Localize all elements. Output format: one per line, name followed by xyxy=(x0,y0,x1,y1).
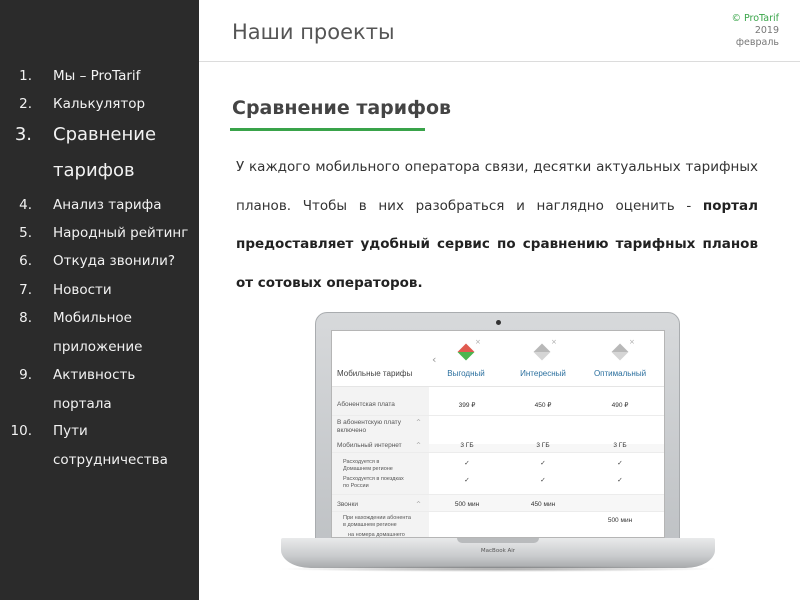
calls-value: 500 мин xyxy=(454,501,480,508)
sidebar-item-number: 7. xyxy=(19,282,32,298)
russia-trips-usage-label: Расходуется в поездках по России xyxy=(343,476,404,489)
description-plain: У каждого мобильного оператора связи, десятки актуальных тарифных планов. Чтобы в них разобраться и наглядно оценить - xyxy=(236,159,758,214)
calls-label: Звонки xyxy=(337,501,358,508)
sidebar-item-number: 5. xyxy=(19,225,32,241)
internet-label: Мобильный интернет xyxy=(337,442,402,449)
sidebar-item-label: Анализ тарифа xyxy=(53,197,162,213)
chevron-up-icon[interactable]: ^ xyxy=(416,419,422,426)
row-divider xyxy=(332,452,665,453)
included-label: В абонентскую плату включено xyxy=(337,419,401,434)
plan-name[interactable]: Выгодный xyxy=(447,369,485,378)
sidebar-item-label-line2: тарифов xyxy=(53,160,135,181)
sidebar-item-number: 6. xyxy=(19,253,32,269)
screen-header-row xyxy=(332,331,665,387)
laptop-notch xyxy=(457,538,539,543)
sidebar-item-label-line2: портала xyxy=(53,396,112,412)
sidebar-item-number: 10. xyxy=(10,423,32,439)
laptop-screen xyxy=(331,330,665,538)
sidebar-item-label: Откуда звонили? xyxy=(53,253,176,269)
brand-month: февраль xyxy=(735,37,779,48)
brand-block xyxy=(731,13,779,49)
internet-value: 3 ГБ xyxy=(460,442,474,449)
sidebar-item-label: Мы – ProTarif xyxy=(53,68,141,84)
close-icon[interactable]: × xyxy=(551,338,557,346)
fee-value: 450 ₽ xyxy=(534,402,552,409)
sidebar-item-label-line2: сотрудничества xyxy=(53,452,168,468)
sidebar-item-label: Народный рейтинг xyxy=(53,225,189,241)
fee-value: 490 ₽ xyxy=(611,402,629,409)
plan-name[interactable]: Интересный xyxy=(520,369,566,378)
chevron-up-icon[interactable]: ^ xyxy=(416,501,422,508)
internet-value: 3 ГБ xyxy=(536,442,550,449)
sidebar-item-number: 1. xyxy=(19,68,32,84)
sidebar xyxy=(0,0,199,600)
row-divider xyxy=(332,494,665,495)
sidebar-item-number: 3. xyxy=(14,124,32,145)
fee-value: 399 ₽ xyxy=(458,402,476,409)
laptop-shadow xyxy=(277,566,719,572)
home-numbers-label: на номера домашнего xyxy=(348,532,405,538)
internet-value: 3 ГБ xyxy=(613,442,627,449)
header-divider xyxy=(199,61,800,62)
sidebar-item-number: 8. xyxy=(19,310,32,326)
sidebar-item-number: 2. xyxy=(19,96,32,112)
sidebar-item-label: Новости xyxy=(53,282,112,298)
plan-name[interactable]: Оптимальный xyxy=(593,369,647,378)
row-divider xyxy=(332,511,665,512)
home-region-calls-value: 500 мин xyxy=(607,517,633,524)
sidebar-item-number: 4. xyxy=(19,197,32,213)
checkmark-icon: ✓ xyxy=(617,460,623,467)
description-paragraph xyxy=(236,148,758,302)
sidebar-item-label: Сравнение xyxy=(53,124,157,145)
brand-year: 2019 xyxy=(754,25,779,36)
row-divider xyxy=(332,415,665,416)
sidebar-item-number: 9. xyxy=(19,367,32,383)
home-region-usage-label: Расходуется в Домашнем регионе xyxy=(343,459,393,472)
checkmark-icon: ✓ xyxy=(464,477,470,484)
section-title: Сравнение тарифов xyxy=(232,97,452,119)
sidebar-item-label-line2: приложение xyxy=(53,339,143,355)
checkmark-icon: ✓ xyxy=(617,477,623,484)
close-icon[interactable]: × xyxy=(475,338,481,346)
section-underline xyxy=(230,128,425,131)
checkmark-icon: ✓ xyxy=(540,477,546,484)
home-region-calls-label: При нахождении абонента в домашнем регионе xyxy=(343,515,411,528)
description-bold: портал предоставляет удобный сервис по сравнению тарифных планов от сотовых операторов. xyxy=(236,197,758,291)
close-icon[interactable]: × xyxy=(629,338,635,346)
sidebar-item-label: Калькулятор xyxy=(53,96,146,112)
camera-icon xyxy=(496,320,501,325)
sidebar-item-label: Пути xyxy=(53,423,88,439)
checkmark-icon: ✓ xyxy=(464,460,470,467)
sidebar-item-label: Мобильное xyxy=(53,310,132,326)
fee-label: Абонентская плата xyxy=(337,401,395,408)
brand-copyright: © ProTarif xyxy=(731,13,779,24)
sidebar-item-label: Активность xyxy=(53,367,136,383)
checkmark-icon: ✓ xyxy=(540,460,546,467)
chevron-left-icon[interactable]: ‹ xyxy=(432,353,437,366)
chevron-up-icon[interactable]: ^ xyxy=(416,442,422,449)
page-title: Наши проекты xyxy=(232,20,395,44)
laptop-model-label: MacBook Air xyxy=(480,548,516,554)
calls-value: 450 мин xyxy=(530,501,556,508)
screen-header-label: Мобильные тарифы xyxy=(337,369,413,378)
